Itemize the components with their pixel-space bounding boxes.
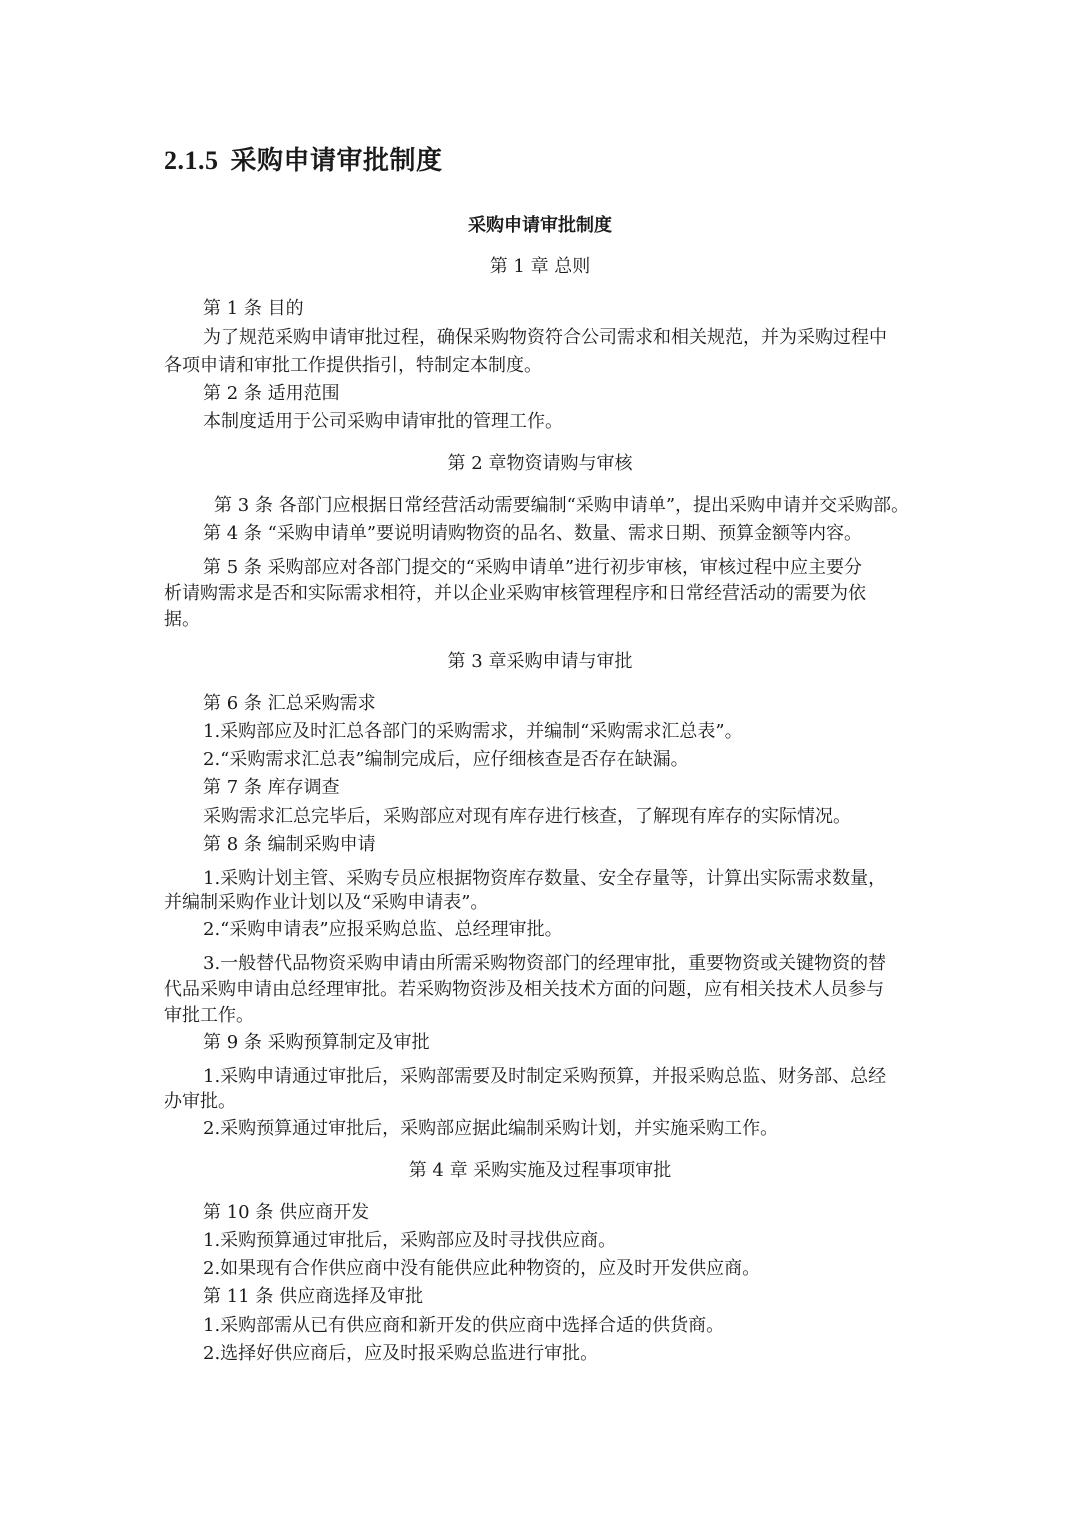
paragraph-line: 代品采购申请由总经理审批。若采购物资涉及相关技术方面的问题，应有相关技术人员参与 [164,979,884,1000]
paragraph-line: 各项申请和审批工作提供指引，特制定本制度。 [164,355,542,376]
list-item: 2.采购预算通过审批后，采购部应据此编制采购计划，并实施采购工作。 [203,1118,779,1139]
list-item: 3.一般替代品物资采购申请由所需采购物资部门的经理审批，重要物资或关键物资的替 [203,953,887,974]
article-heading: 第 7 条 库存调查 [203,777,340,798]
paragraph-line: 并编制采购作业计划以及“采购申请表”。 [164,892,489,913]
article-heading: 第 1 条 目的 [203,298,304,319]
chapter-heading: 第 3 章采购申请与审批 [447,651,633,672]
document-title: 采购申请审批制度 [468,215,612,236]
article-heading: 第 6 条 汇总采购需求 [203,693,376,714]
paragraph-line: 为了规范采购申请审批过程，确保采购物资符合公司需求和相关规范，并为采购过程中 [203,327,887,348]
article-line: 第 4 条 “采购申请单”要说明请购物资的品名、数量、需求日期、预算金额等内容。 [203,523,863,544]
list-item: 1.采购申请通过审批后，采购部需要及时制定采购预算，并报采购总监、财务部、总经 [203,1066,887,1087]
article-heading: 第 2 条 适用范围 [203,383,340,404]
list-item: 2.“采购申请表”应报采购总监、总经理审批。 [203,919,563,940]
paragraph-line: 析请购需求是否和实际需求相符，并以企业采购审核管理程序和日常经营活动的需要为依 [164,583,866,604]
list-item: 2.“采购需求汇总表”编制完成后，应仔细核查是否存在缺漏。 [203,749,689,770]
section-heading [164,140,443,177]
article-heading: 第 8 条 编制采购申请 [203,834,376,855]
paragraph-line: 审批工作。 [164,1005,254,1026]
chapter-heading: 第 1 章 总则 [489,256,591,277]
list-item: 1.采购部需从已有供应商和新开发的供应商中选择合适的供货商。 [203,1315,725,1336]
list-item: 2.选择好供应商后，应及时报采购总监进行审批。 [203,1343,599,1364]
article-heading: 第 10 条 供应商开发 [203,1202,370,1223]
paragraph-line: 本制度适用于公司采购申请审批的管理工作。 [203,411,563,432]
list-item: 1.采购部应及时汇总各部门的采购需求，并编制“采购需求汇总表”。 [203,721,743,742]
section-title: 采购申请审批制度 [230,146,443,176]
list-item: 2.如果现有合作供应商中没有能供应此种物资的，应及时开发供应商。 [203,1258,761,1279]
article-line: 第 5 条 采购部应对各部门提交的“采购申请单”进行初步审核，审核过程中应主要分 [203,557,863,578]
chapter-heading: 第 2 章物资请购与审核 [447,453,633,474]
list-item: 1.采购计划主管、采购专员应根据物资库存数量、安全存量等，计算出实际需求数量， [203,868,887,889]
article-heading: 第 11 条 供应商选择及审批 [203,1286,424,1307]
paragraph-line: 采购需求汇总完毕后，采购部应对现有库存进行核查，了解现有库存的实际情况。 [203,806,851,827]
section-number: 2.1.5 [164,146,219,175]
chapter-heading: 第 4 章 采购实施及过程事项审批 [408,1160,672,1181]
paragraph-line: 办审批。 [164,1091,236,1112]
paragraph-line: 据。 [164,609,200,630]
article-heading: 第 9 条 采购预算制定及审批 [203,1032,430,1053]
list-item: 1.采购预算通过审批后，采购部应及时寻找供应商。 [203,1230,617,1251]
article-line: 第 3 条 各部门应根据日常经营活动需要编制“采购申请单”，提出采购申请并交采购部。 [214,495,910,516]
